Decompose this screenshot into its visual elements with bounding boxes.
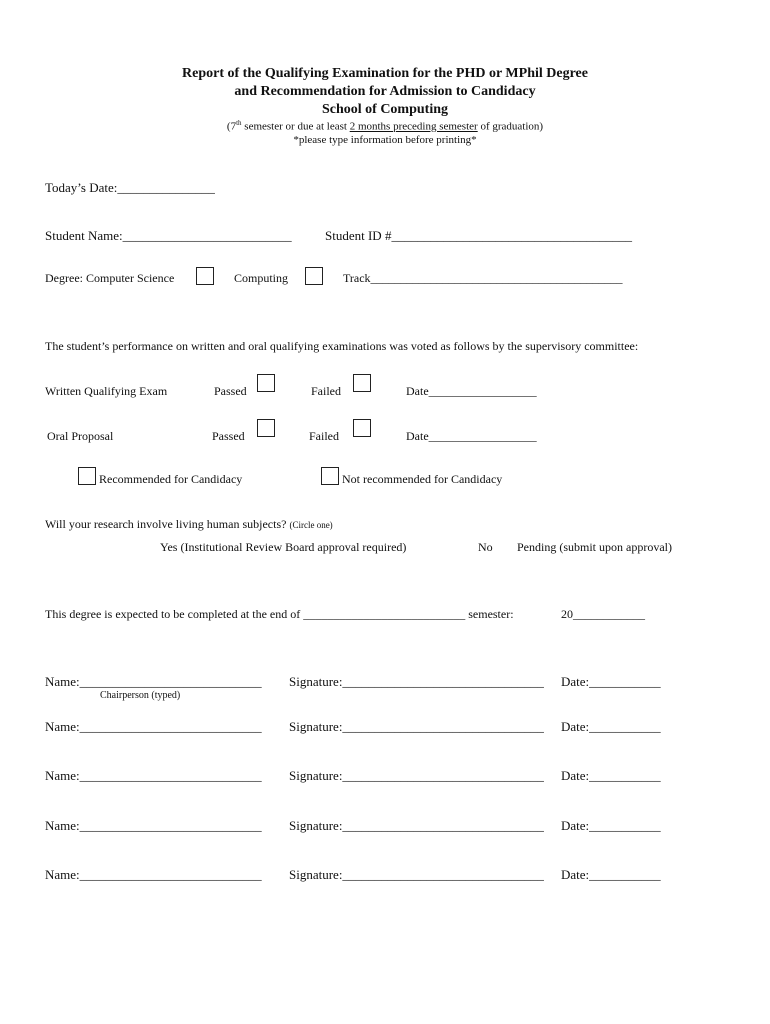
sub-open: (7 xyxy=(226,120,237,133)
form-title-line-2: and Recommendation for Admission to Candidacy xyxy=(234,84,536,99)
sub-mid: semester or due at least xyxy=(241,120,350,133)
committee-signature-field[interactable]: Signature:_______________________________ xyxy=(289,867,544,882)
oral-passed-label: Passed xyxy=(212,429,245,443)
recommended-checkbox[interactable] xyxy=(78,467,96,485)
degree-label: Degree: Computer Science xyxy=(45,271,175,285)
completion-year-field[interactable]: 20____________ xyxy=(561,607,645,621)
committee-name-field[interactable]: Name:____________________________ xyxy=(45,768,262,783)
todays-date-field[interactable]: Today’s Date:_______________ xyxy=(45,180,215,195)
committee-date-field[interactable]: Date:___________ xyxy=(561,674,661,689)
written-failed-checkbox[interactable] xyxy=(353,374,371,392)
pending-option[interactable]: Pending (submit upon approval) xyxy=(517,540,672,554)
sub-sup: th xyxy=(236,119,242,127)
student-id-field[interactable]: Student ID #_____________________________________ xyxy=(325,228,632,243)
sub-underlined: 2 months preceding semester xyxy=(349,120,478,133)
committee-date-field[interactable]: Date:___________ xyxy=(561,719,661,734)
committee-name-field[interactable]: Name:____________________________ xyxy=(45,674,262,689)
oral-passed-checkbox[interactable] xyxy=(257,419,275,437)
form-title-line-1: Report of the Qualifying Examination for the PHD or MPhil Degree xyxy=(182,66,588,81)
chairperson-caption: Chairperson (typed) xyxy=(100,690,181,701)
committee-name-field[interactable]: Name:____________________________ xyxy=(45,719,262,734)
timing-instructions xyxy=(0,119,770,133)
written-exam-label: Written Qualifying Exam xyxy=(45,384,168,398)
yes-option[interactable]: Yes (Institutional Review Board approval required) xyxy=(160,540,407,554)
written-passed-checkbox[interactable] xyxy=(257,374,275,392)
oral-failed-checkbox[interactable] xyxy=(353,419,371,437)
performance-statement: The student’s performance on written and oral qualifying examinations was voted as follows by the supervisory committee: xyxy=(45,339,639,353)
computing-label: Computing xyxy=(234,271,289,285)
track-field[interactable]: Track__________________________________________ xyxy=(343,271,623,285)
human-subjects-question xyxy=(45,517,333,532)
typing-note: *please type information before printing* xyxy=(293,134,477,146)
committee-signature-field[interactable]: Signature:_______________________________ xyxy=(289,719,544,734)
completion-semester-field[interactable]: This degree is expected to be completed at the end of ___________________________ semester: xyxy=(45,607,514,621)
committee-signature-field[interactable]: Signature:_______________________________ xyxy=(289,818,544,833)
circle-one-note: (Circle one) xyxy=(289,520,333,530)
computer-science-checkbox[interactable] xyxy=(196,267,214,285)
written-failed-label: Failed xyxy=(311,384,341,398)
not-recommended-checkbox[interactable] xyxy=(321,467,339,485)
recommended-label: Recommended for Candidacy xyxy=(99,472,243,486)
committee-date-field[interactable]: Date:___________ xyxy=(561,768,661,783)
committee-signature-field[interactable]: Signature:_______________________________ xyxy=(289,674,544,689)
written-date-field[interactable]: Date__________________ xyxy=(406,384,537,398)
written-passed-label: Passed xyxy=(214,384,247,398)
question-text: Will your research involve living human subjects? xyxy=(45,517,287,531)
oral-failed-label: Failed xyxy=(309,429,339,443)
no-option[interactable]: No xyxy=(478,540,493,554)
computing-checkbox[interactable] xyxy=(305,267,323,285)
committee-name-field[interactable]: Name:____________________________ xyxy=(45,867,262,882)
sub-end: of graduation) xyxy=(477,120,544,133)
student-name-field[interactable]: Student Name:__________________________ xyxy=(45,228,292,243)
form-title-line-3: School of Computing xyxy=(321,102,449,117)
committee-name-field[interactable]: Name:____________________________ xyxy=(45,818,262,833)
not-recommended-label: Not recommended for Candidacy xyxy=(342,472,503,486)
oral-proposal-label: Oral Proposal xyxy=(47,429,114,443)
committee-date-field[interactable]: Date:___________ xyxy=(561,867,661,882)
committee-signature-field[interactable]: Signature:_______________________________ xyxy=(289,768,544,783)
oral-date-field[interactable]: Date__________________ xyxy=(406,429,537,443)
committee-date-field[interactable]: Date:___________ xyxy=(561,818,661,833)
